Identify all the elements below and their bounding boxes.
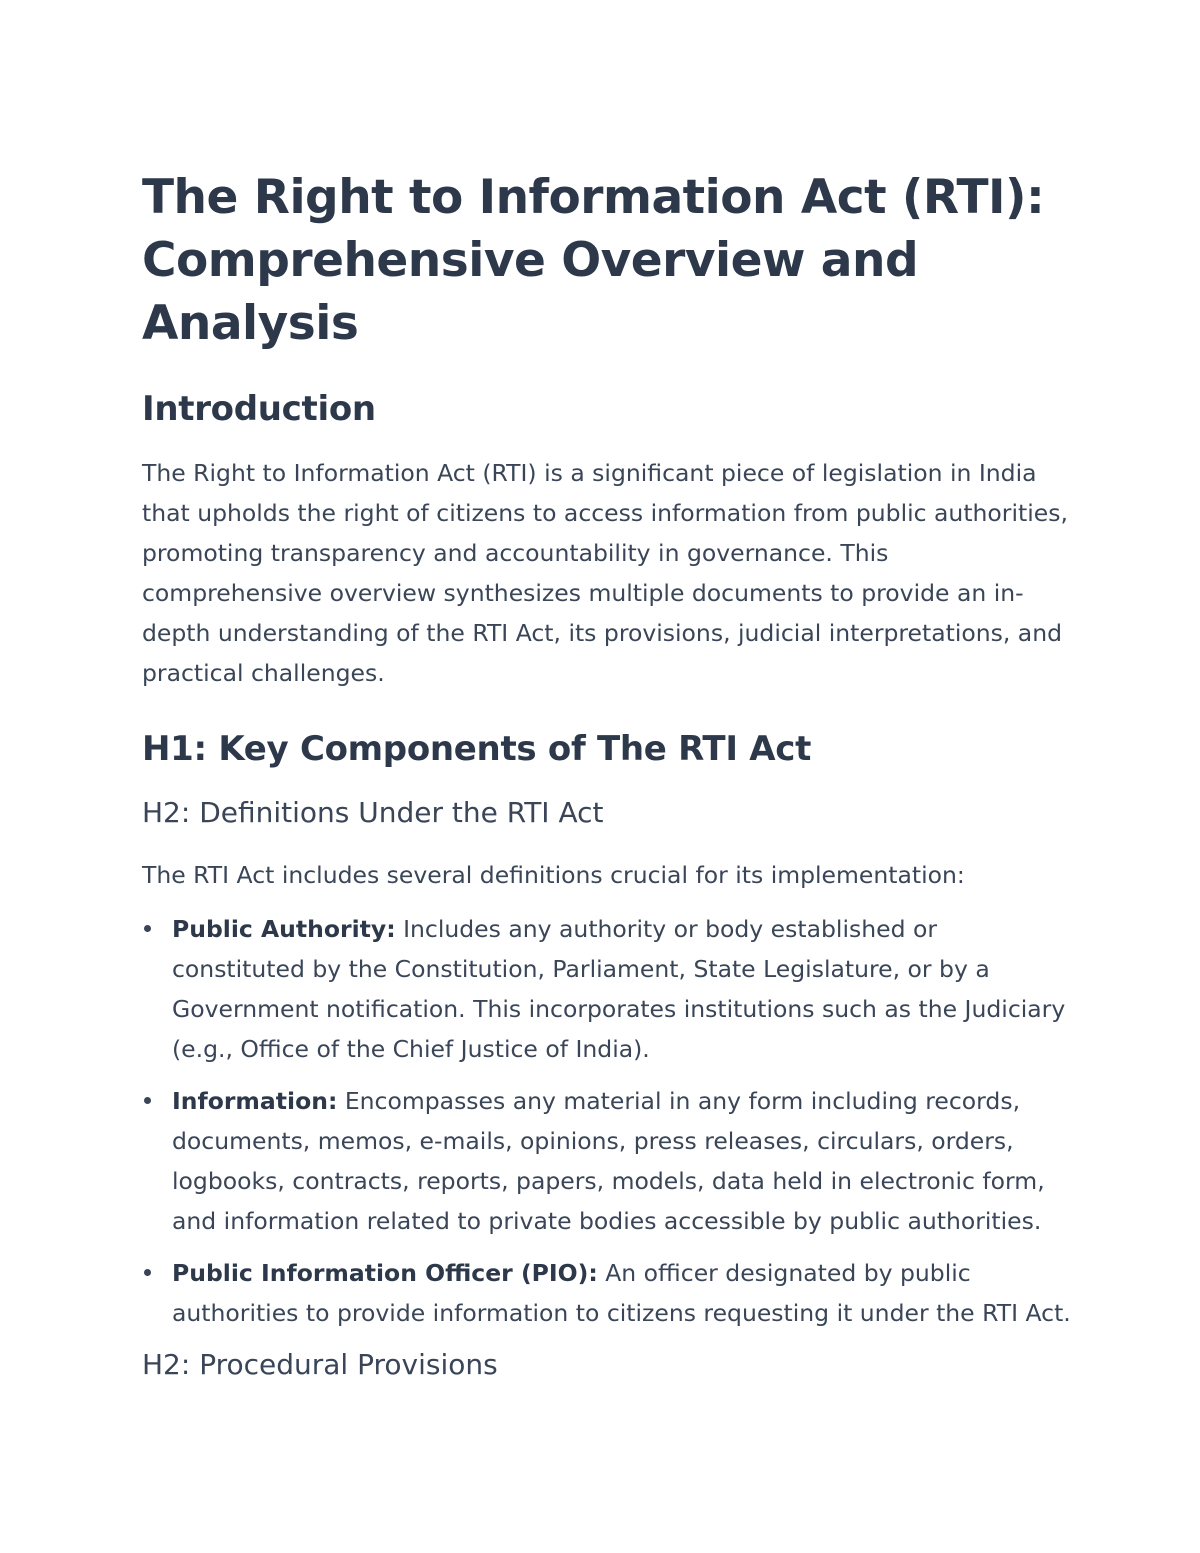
bullet-icon bbox=[144, 1269, 151, 1276]
document-title bbox=[142, 166, 1072, 355]
list-item bbox=[142, 1253, 1072, 1333]
bullet-icon bbox=[144, 925, 151, 932]
definitions-heading: H2: Definitions Under the RTI Act bbox=[142, 796, 604, 829]
introduction-paragraph: The Right to Information Act (RTI) is a significant piece of legislation in India that upholds the right of citizens to access information from public authorities, promoting transparency and accountability in governance. This comprehensive overview synthesizes multiple documents to provide an in-depth understanding of the RTI Act, its provisions, judicial interpretations, and practical challenges. bbox=[142, 459, 1068, 687]
list-item bbox=[142, 909, 1072, 1069]
document-title-line-2: Comprehensive Overview and Analysis bbox=[142, 233, 919, 351]
definition-term: Public Information Officer (PIO): bbox=[172, 1259, 598, 1287]
definition-term: Public Authority: bbox=[172, 915, 396, 943]
definitions-list bbox=[142, 909, 1072, 1333]
introduction-heading: Introduction bbox=[142, 389, 376, 429]
definition-text: Includes any authority or body established or constituted by the Constitution, Parliament, State Legislature, or by a Government notification. This incorporates institutions such as the Judiciary (e.g., Office of the Chief Justice of India). bbox=[172, 915, 1066, 1063]
procedural-provisions-heading: H2: Procedural Provisions bbox=[142, 1348, 498, 1381]
definition-text: An officer designated by public authorities to provide information to citizens requesting it under the RTI Act. bbox=[172, 1259, 1071, 1327]
bullet-icon bbox=[144, 1097, 151, 1104]
list-item bbox=[142, 1081, 1072, 1241]
definitions-intro: The RTI Act includes several definitions crucial for its implementation: bbox=[142, 861, 965, 889]
document-page bbox=[142, 166, 1072, 1385]
document-title-line-1: The Right to Information Act (RTI): bbox=[142, 170, 1045, 225]
definition-term: Information: bbox=[172, 1087, 338, 1115]
key-components-heading: H1: Key Components of The RTI Act bbox=[142, 729, 812, 769]
definition-text: Encompasses any material in any form including records, documents, memos, e-mails, opinions, press releases, circulars, orders, logbooks, contracts, reports, papers, models, data held in electronic form, and information related to private bodies accessible by public authorities. bbox=[172, 1087, 1045, 1235]
